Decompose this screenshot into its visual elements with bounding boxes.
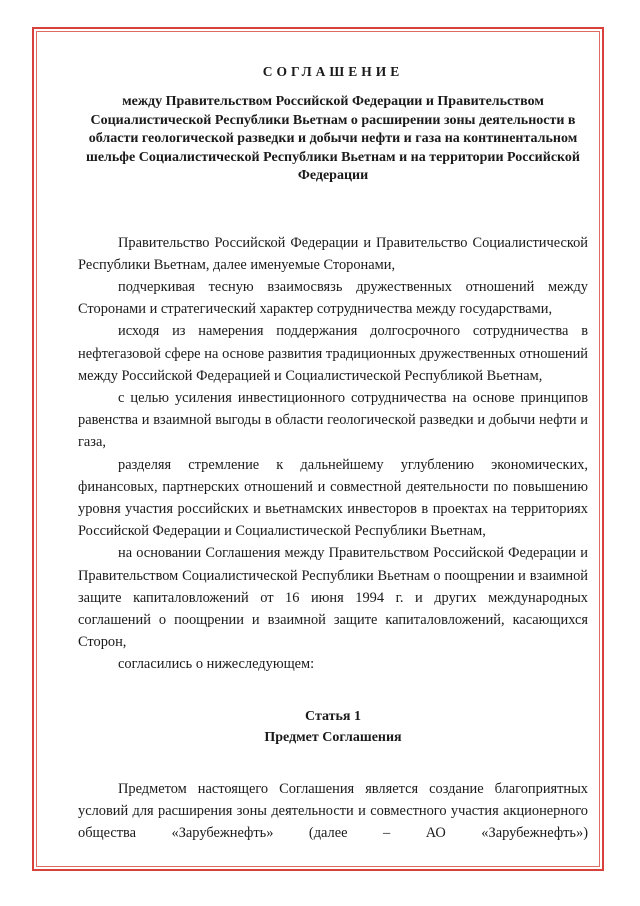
preamble-paragraph: разделяя стремление к дальнейшему углублению экономических, финансовых, партнерских отношений и совместной деятельности по повышению уровня участия российских и вьетнамских инвесторов в проектах на территориях Российской Федерации и Социалистической Республики Вьетнам, [78, 456, 588, 540]
preamble [78, 232, 588, 676]
preamble-paragraph: исходя из намерения поддержания долгосрочного сотрудничества в нефтегазовой сфере на основе развития традиционных дружественных отношений между Российской Федерацией и Социалистической Республикой Вьетнам, [78, 323, 588, 384]
preamble-paragraph: согласились о нижеследующем: [118, 656, 315, 673]
document-title: СОГЛАШЕНИЕ [262, 64, 404, 79]
article-paragraph: Предметом настоящего Соглашения является создание благоприятных условий для расширения зоны деятельности и совместного участия акционерного общества «Зарубежнефть» (далее – АО «Зарубежнефть») [78, 780, 588, 841]
article-title: Предмет Соглашения [264, 729, 402, 745]
preamble-paragraph: с целью усиления инвестиционного сотрудничества на основе принципов равенства и взаимной выгоды в области геологической разведки и добычи нефти и газа, [78, 389, 588, 451]
preamble-paragraph: Правительство Российской Федерации и Правительство Социалистической Республики Вьетнам, далее именуемые Сторонами, [78, 234, 588, 273]
article-number: Статья 1 [305, 708, 361, 724]
article-heading [78, 706, 588, 748]
preamble-paragraph: на основании Соглашения между Правительством Российской Федерации и Правительством Социалистической Республики Вьетнам о поощрении и взаимной защите капиталовложений от 16 июня 1994 г. и других международных соглашений о поощрении и взаимной защите капиталовложений, касающихся Сторон, [78, 545, 588, 651]
document-subtitle: между Правительством Российской Федерации и Правительством Социалистической Республики Вьетнам о расширении зоны деятельности в области геологической разведки и добычи нефти и газа на континентальном шельфе Социалистической Республики Вьетнам и на территории Российской Федерации [86, 94, 580, 183]
document-body [78, 58, 588, 844]
article-body [78, 778, 588, 845]
preamble-paragraph: подчеркивая тесную взаимосвязь дружественных отношений между Сторонами и стратегический характер сотрудничества между государствами, [78, 278, 588, 318]
